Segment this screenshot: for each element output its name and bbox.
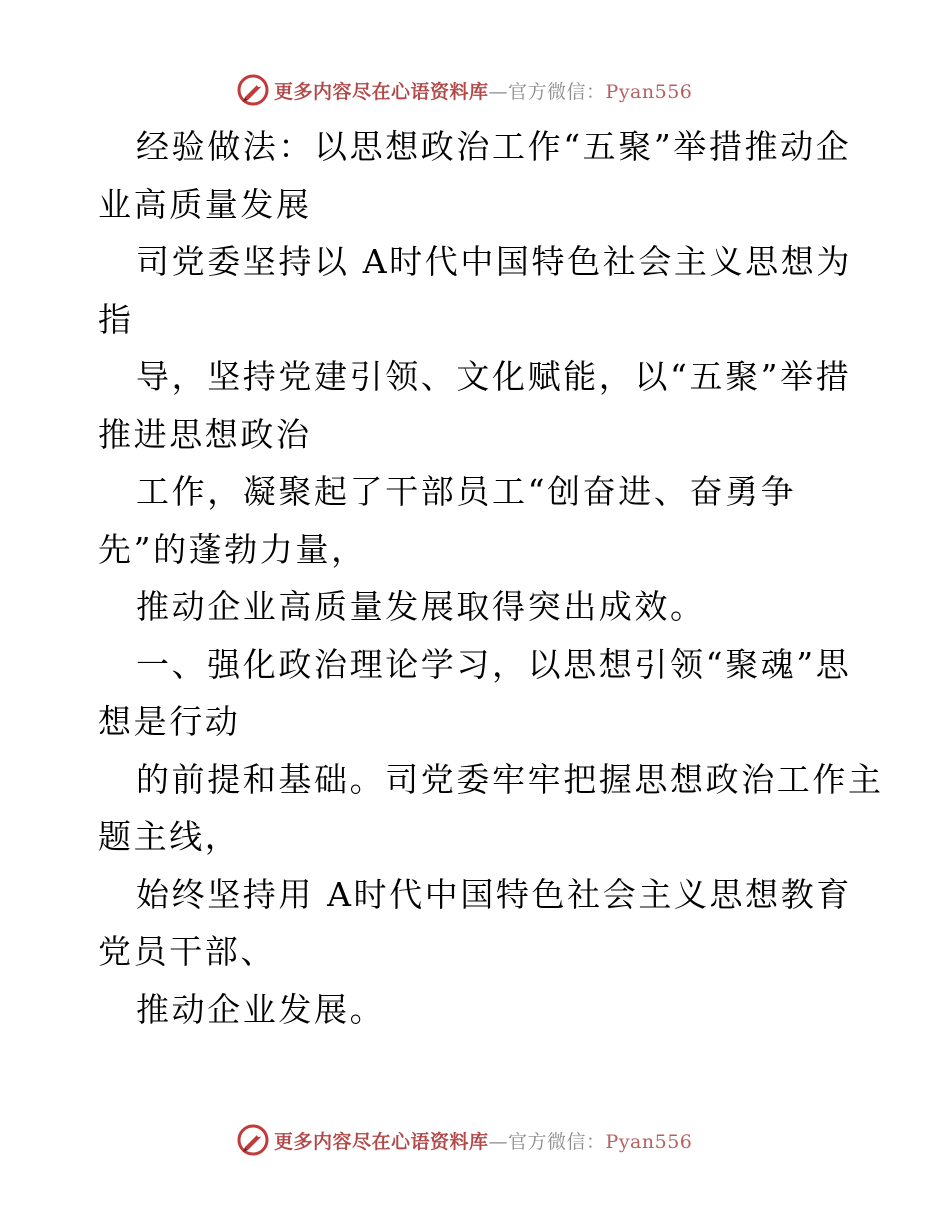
- body-line: 司党委坚持以 A时代中国特色社会主义思想为: [136, 242, 852, 281]
- body-line: 业高质量发展: [98, 184, 312, 224]
- footer-banner: [236, 1122, 692, 1158]
- banner-wechat-id: Pyan556: [605, 80, 693, 103]
- body-line: 党员干部、: [98, 932, 276, 971]
- body-line: 先”的蓬勃力量，: [98, 529, 367, 569]
- body-line: 一、强化政治理论学习，以思想引领“聚魂”思: [136, 644, 852, 684]
- body-line: 推进思想政治: [98, 414, 312, 454]
- body-line: 导，坚持党建引领、文化赋能，以“五聚”举措: [136, 357, 852, 396]
- document-body: [98, 118, 884, 1038]
- body-line: 经验做法：以思想政治工作“五聚”举措推动企: [136, 127, 852, 166]
- body-line: 的前提和基础。司党委牢牢把握思想政治工作主: [136, 759, 884, 799]
- body-line: 推动企业发展。: [136, 989, 386, 1029]
- body-line: 始终坚持用 A时代中国特色社会主义思想教育: [136, 874, 852, 914]
- header-banner: [236, 72, 692, 108]
- banner-wechat-label: —官方微信：: [488, 80, 606, 103]
- header-banner-text: [274, 77, 692, 104]
- body-line: 想是行动: [98, 702, 241, 741]
- banner-wechat-id: Pyan556: [605, 1130, 693, 1153]
- footer-banner-text: [274, 1127, 692, 1154]
- pen-logo-icon: [236, 73, 270, 107]
- body-line: 指: [98, 299, 134, 339]
- pen-logo-icon: [236, 1123, 270, 1157]
- banner-wechat-label: —官方微信：: [488, 1130, 606, 1153]
- body-line: 工作，凝聚起了干部员工“创奋进、奋勇争: [136, 472, 797, 511]
- banner-site-name: 更多内容尽在心语资料库: [274, 1130, 489, 1153]
- body-line: 题主线，: [98, 817, 241, 856]
- banner-site-name: 更多内容尽在心语资料库: [274, 80, 489, 103]
- body-line: 推动企业高质量发展取得突出成效。: [136, 587, 706, 626]
